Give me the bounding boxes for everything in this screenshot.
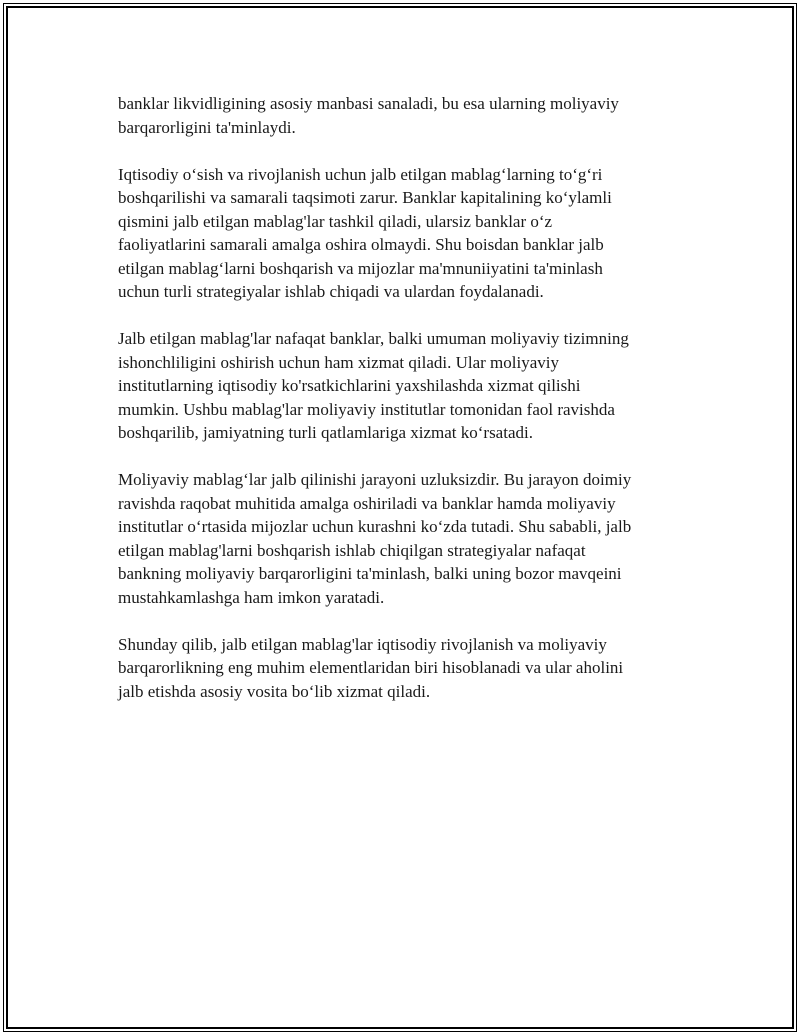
paragraph-2: Iqtisodiy o‘sish va rivojlanish uchun jalb etilgan mablag‘larning to‘g‘ri boshqarilishi va samarali taqsimoti zarur. Banklar kapitalining ko‘ylamli qismini jalb etilgan mablag'lar tashkil qiladi, ularsiz banklar o‘z faoliyatlarini samarali amalga oshira olmaydi. Shu boisdan banklar jalb etilgan mablag‘larni boshqarish va mijozlar ma'mnuniiyatini ta'minlash uchun turli strategiyalar ishlab chiqadi va ulardan foydalanadi. (118, 164, 612, 301)
paragraph-5: Shunday qilib, jalb etilgan mablag'lar iqtisodiy rivojlanish va moliyaviy barqarorlikning eng muhim elementlaridan biri hisoblanadi va ular aholini jalb etishda asosiy vosita bo‘lib xizmat qiladi. (118, 634, 624, 701)
paragraph-1: banklar likvidligining asosiy manbasi sanaladi, bu esa ularning moliyaviy barqarorligini ta'minlaydi. (118, 94, 619, 137)
document-body (118, 92, 690, 727)
paragraph-4: Moliyaviy mablag‘lar jalb qilinishi jarayoni uzluksizdir. Bu jarayon doimiy ravishda raqobat muhitida amalga oshiriladi va banklar hamda moliyaviy institutlar o‘rtasida mijozlar uchun kurashni ko‘zda tutadi. Shu sababli, jalb etilgan mablag'larni boshqarish ishlab chiqilgan strategiyalar nafaqat bankning moliyaviy barqarorligini ta'minlash, balki uning bozor mavqeini mustahkamlashga ham imkon yaratadi. (118, 470, 632, 607)
paragraph-3: Jalb etilgan mablag'lar nafaqat banklar, balki umuman moliyaviy tizimning ishonchliligini oshirish uchun ham xizmat qiladi. Ular moliyaviy institutlarning iqtisodiy ko'rsatkichlarini yaxshilashda xizmat qilishi mumkin. Ushbu mablag'lar moliyaviy institutlar tomonidan faol ravishda boshqarilib, jamiyatning turli qatlamlariga xizmat ko‘rsatadi. (118, 329, 629, 442)
